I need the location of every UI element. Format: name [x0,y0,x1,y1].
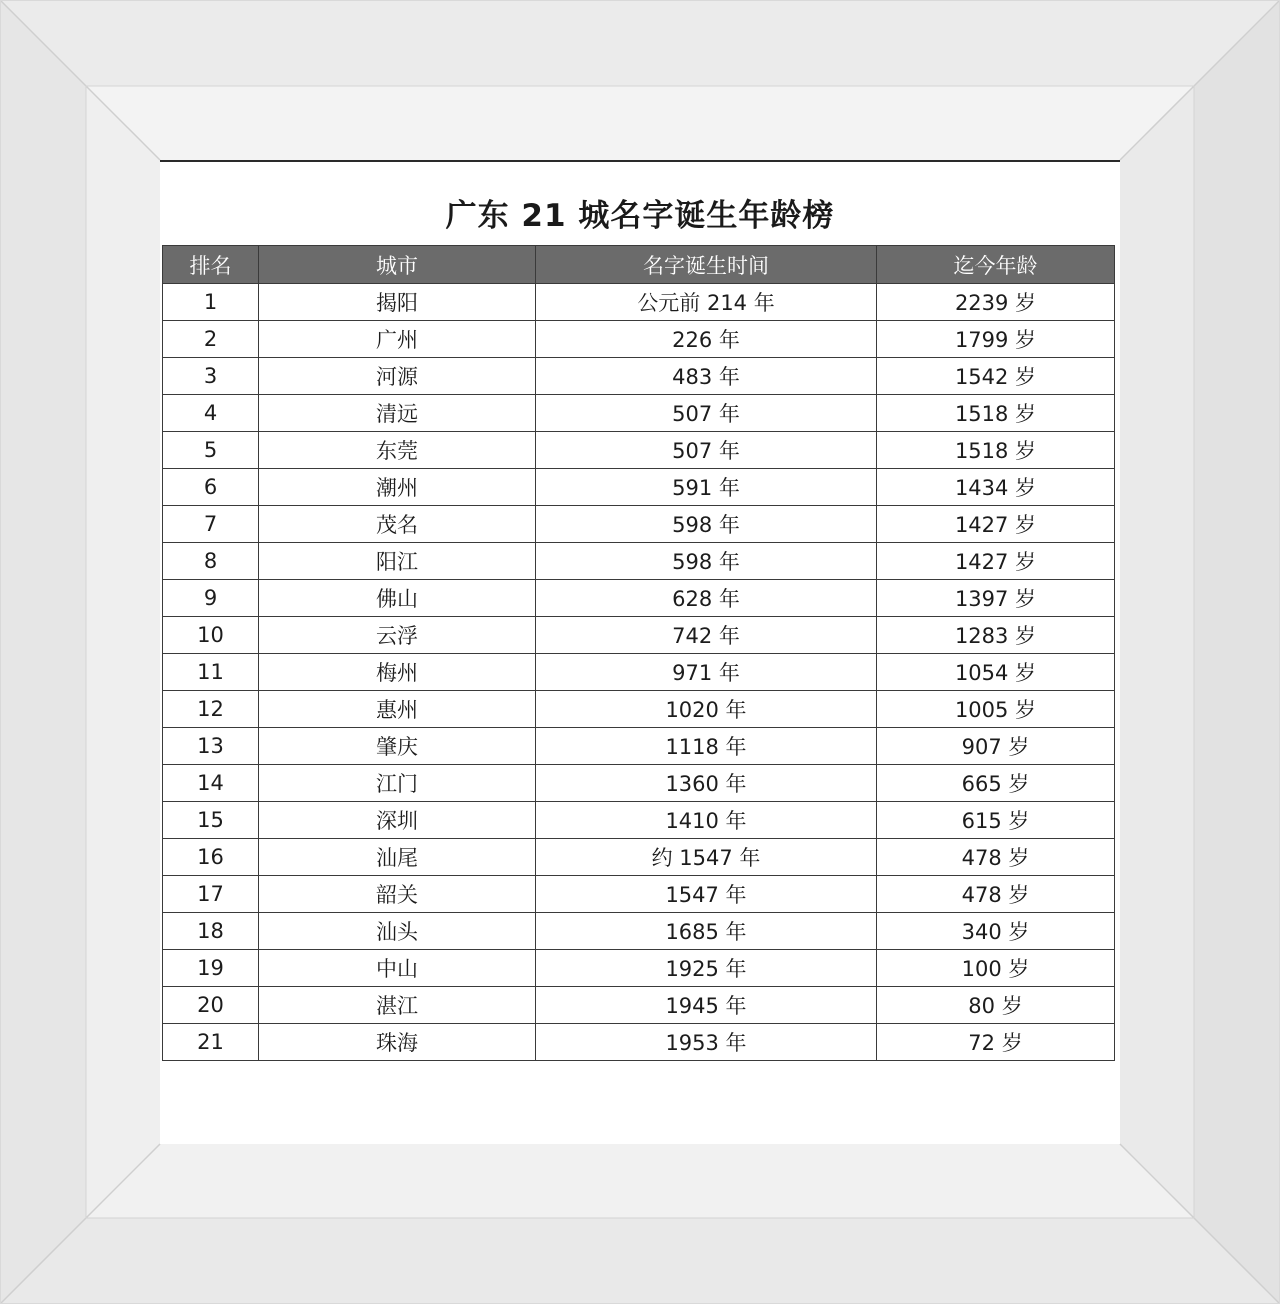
cell-rank: 8 [163,543,259,580]
table-row [163,580,1115,617]
cell-born: 628 年 [536,580,877,617]
cell-rank: 3 [163,358,259,395]
cell-born: 1547 年 [536,876,877,913]
table-row [163,617,1115,654]
table-row [163,839,1115,876]
cell-rank: 10 [163,617,259,654]
cell-rank: 19 [163,950,259,987]
cell-rank: 11 [163,654,259,691]
cell-age: 478 岁 [877,876,1115,913]
cell-city: 珠海 [259,1024,536,1061]
cell-age: 340 岁 [877,913,1115,950]
cell-born: 1360 年 [536,765,877,802]
table-row [163,321,1115,358]
cell-age: 1434 岁 [877,469,1115,506]
cell-born: 226 年 [536,321,877,358]
cell-city: 肇庆 [259,728,536,765]
table-row [163,358,1115,395]
cell-age: 615 岁 [877,802,1115,839]
cell-born: 1945 年 [536,987,877,1024]
cell-rank: 5 [163,432,259,469]
table-row [163,284,1115,321]
table-row [163,395,1115,432]
ranking-sheet [160,160,1120,1144]
ranking-table [162,245,1115,1061]
cell-city: 云浮 [259,617,536,654]
cell-born: 1685 年 [536,913,877,950]
cell-rank: 15 [163,802,259,839]
cell-born: 591 年 [536,469,877,506]
cell-rank: 14 [163,765,259,802]
table-row [163,506,1115,543]
cell-rank: 1 [163,284,259,321]
table-row [163,469,1115,506]
cell-age: 72 岁 [877,1024,1115,1061]
cell-rank: 16 [163,839,259,876]
cell-born: 971 年 [536,654,877,691]
cell-rank: 6 [163,469,259,506]
cell-city: 清远 [259,395,536,432]
cell-age: 1542 岁 [877,358,1115,395]
cell-city: 揭阳 [259,284,536,321]
table-row [163,432,1115,469]
cell-rank: 21 [163,1024,259,1061]
cell-rank: 20 [163,987,259,1024]
cell-city: 佛山 [259,580,536,617]
column-header-born: 名字诞生时间 [536,246,877,284]
table-row [163,765,1115,802]
table-row [163,913,1115,950]
cell-city: 江门 [259,765,536,802]
cell-city: 茂名 [259,506,536,543]
cell-age: 1005 岁 [877,691,1115,728]
cell-age: 1397 岁 [877,580,1115,617]
table-row [163,543,1115,580]
table-body [163,284,1115,1061]
cell-rank: 13 [163,728,259,765]
table-row [163,691,1115,728]
cell-age: 1427 岁 [877,543,1115,580]
table-row [163,802,1115,839]
cell-city: 惠州 [259,691,536,728]
cell-city: 阳江 [259,543,536,580]
cell-city: 河源 [259,358,536,395]
cell-rank: 17 [163,876,259,913]
cell-born: 742 年 [536,617,877,654]
table-row [163,728,1115,765]
cell-born: 约 1547 年 [536,839,877,876]
cell-rank: 4 [163,395,259,432]
cell-rank: 7 [163,506,259,543]
cell-born: 1118 年 [536,728,877,765]
column-header-city: 城市 [259,246,536,284]
cell-born: 598 年 [536,543,877,580]
cell-city: 湛江 [259,987,536,1024]
table-row [163,987,1115,1024]
cell-born: 公元前 214 年 [536,284,877,321]
cell-age: 665 岁 [877,765,1115,802]
cell-born: 507 年 [536,432,877,469]
cell-born: 483 年 [536,358,877,395]
cell-born: 1925 年 [536,950,877,987]
cell-age: 1518 岁 [877,432,1115,469]
cell-rank: 2 [163,321,259,358]
cell-city: 深圳 [259,802,536,839]
cell-born: 1953 年 [536,1024,877,1061]
cell-city: 韶关 [259,876,536,913]
cell-city: 中山 [259,950,536,987]
cell-age: 478 岁 [877,839,1115,876]
cell-rank: 18 [163,913,259,950]
cell-born: 1020 年 [536,691,877,728]
table-header-row [163,246,1115,284]
cell-age: 2239 岁 [877,284,1115,321]
cell-age: 1427 岁 [877,506,1115,543]
table-row [163,654,1115,691]
table-row [163,876,1115,913]
cell-city: 广州 [259,321,536,358]
cell-city: 梅州 [259,654,536,691]
cell-age: 80 岁 [877,987,1115,1024]
cell-age: 1799 岁 [877,321,1115,358]
cell-age: 1054 岁 [877,654,1115,691]
cell-age: 100 岁 [877,950,1115,987]
cell-born: 1410 年 [536,802,877,839]
table-row [163,950,1115,987]
cell-age: 907 岁 [877,728,1115,765]
cell-city: 汕尾 [259,839,536,876]
cell-city: 潮州 [259,469,536,506]
column-header-rank: 排名 [163,246,259,284]
cell-age: 1283 岁 [877,617,1115,654]
cell-rank: 12 [163,691,259,728]
cell-born: 598 年 [536,506,877,543]
cell-city: 东莞 [259,432,536,469]
column-header-age: 迄今年龄 [877,246,1115,284]
cell-age: 1518 岁 [877,395,1115,432]
table-row [163,1024,1115,1061]
cell-city: 汕头 [259,913,536,950]
cell-rank: 9 [163,580,259,617]
cell-born: 507 年 [536,395,877,432]
page-title: 广东 21 城名字诞生年龄榜 [445,198,835,234]
